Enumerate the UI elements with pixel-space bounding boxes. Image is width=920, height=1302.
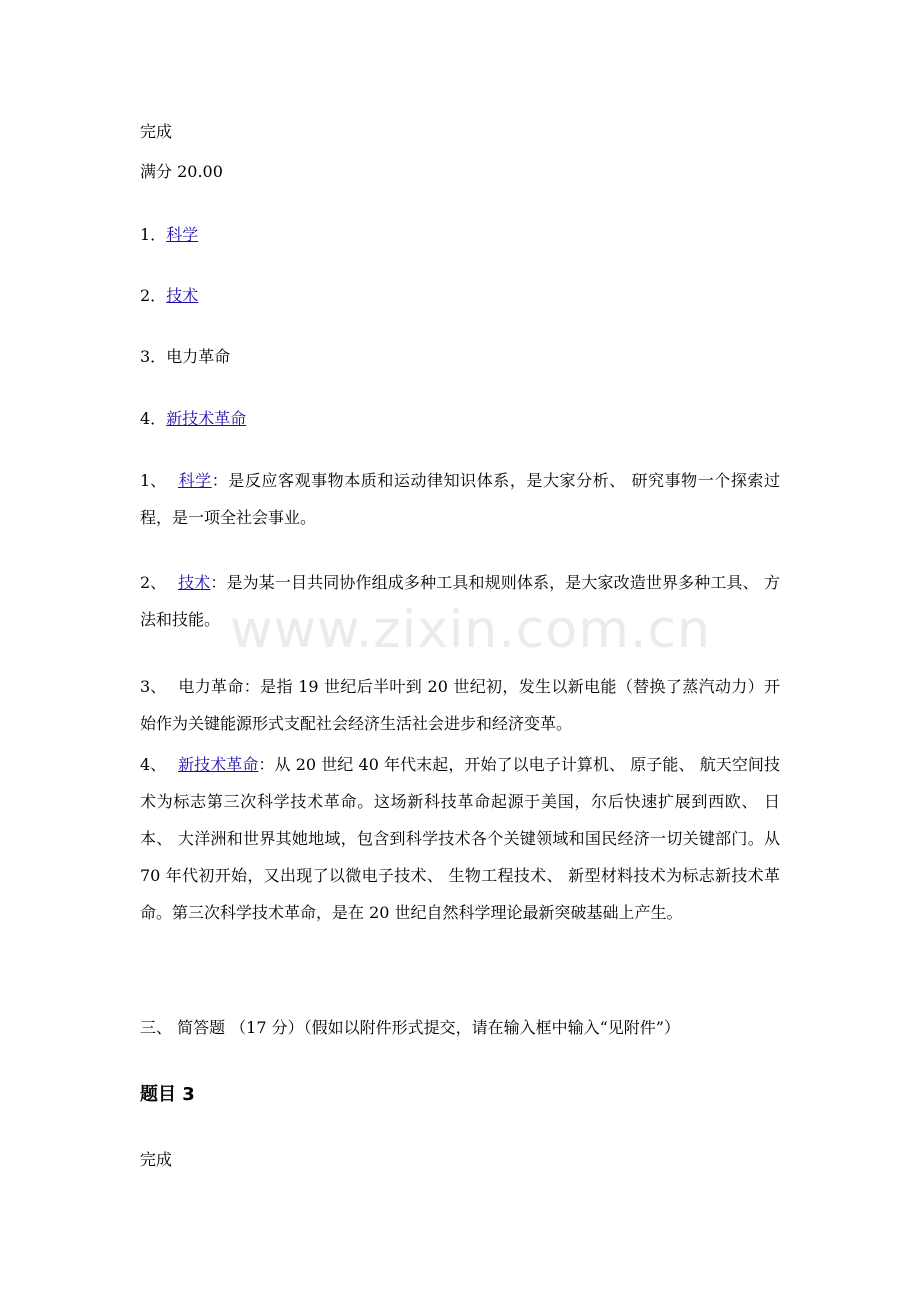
option-number: 4． bbox=[140, 409, 167, 428]
option-link-science[interactable]: 科学 bbox=[166, 225, 199, 244]
option-item bbox=[140, 347, 230, 367]
answer-paragraph bbox=[140, 462, 780, 536]
status-text: 完成 bbox=[140, 1150, 173, 1169]
answer-text: ：是指 19 世纪后半叶到 20 世纪初，发生以新电能（替换了蒸汽动力）开始作为关键能源形式支配社会经济生活社会进步和经济变革。 bbox=[140, 677, 780, 733]
answer-number: 2、 bbox=[140, 573, 167, 592]
option-number: 3． bbox=[140, 347, 167, 366]
answer-text: ：是反应客观事物本质和运动律知识体系，是大家分析、 研究事物一个探索过程，是一项全社会事业。 bbox=[140, 471, 780, 527]
watermark: www.zixin.com.cn bbox=[230, 600, 711, 660]
answer-number: 1、 bbox=[140, 471, 167, 490]
option-item bbox=[140, 409, 246, 429]
answer-term: 电力革命 bbox=[178, 677, 244, 696]
answer-paragraph bbox=[140, 746, 780, 931]
option-link-new-tech-revolution[interactable]: 新技术革命 bbox=[166, 409, 247, 428]
section-heading: 三、 简答题 （17 分）（假如以附件形式提交，请在输入框中输入“见附件”） bbox=[140, 1018, 680, 1037]
question-title: 题目 3 bbox=[140, 1084, 195, 1105]
answer-paragraph bbox=[140, 668, 780, 742]
answer-term-link[interactable]: 技术 bbox=[178, 573, 211, 592]
answer-paragraph bbox=[140, 564, 780, 638]
status-text: 完成 bbox=[140, 122, 173, 141]
answer-term-link[interactable]: 新技术革命 bbox=[178, 755, 259, 774]
answer-number: 3、 bbox=[140, 677, 167, 696]
answer-number: 4、 bbox=[140, 755, 167, 774]
option-number: 2． bbox=[140, 286, 167, 305]
option-label: 电力革命 bbox=[166, 347, 231, 366]
score-text: 满分 20.00 bbox=[140, 162, 223, 181]
option-link-technology[interactable]: 技术 bbox=[166, 286, 199, 305]
option-item bbox=[140, 286, 198, 306]
answer-term-link[interactable]: 科学 bbox=[178, 471, 212, 490]
option-number: 1． bbox=[140, 225, 167, 244]
answer-text: ：从 20 世纪 40 年代末起，开始了以电子计算机、 原子能、 航天空间技术为标志第三次科学技术革命。这场新科技革命起源于美国，尔后快速扩展到西欧、 日本、 大洋洲和世界其她地域，包含到科学技术各个关键领域和国民经济一切关键部门。从 70 年代初开始，又出现了以微电子技术、 生物工程技术、 新型材料技术为标志新技术革命。第三次科学技术革命，是在 20 世纪自然科学理论最新突破基础上产生。 bbox=[140, 755, 780, 922]
answer-text: ：是为某一目共同协作组成多种工具和规则体系，是大家改造世界多种工具、 方法和技能。 bbox=[140, 573, 780, 629]
option-item bbox=[140, 225, 198, 245]
